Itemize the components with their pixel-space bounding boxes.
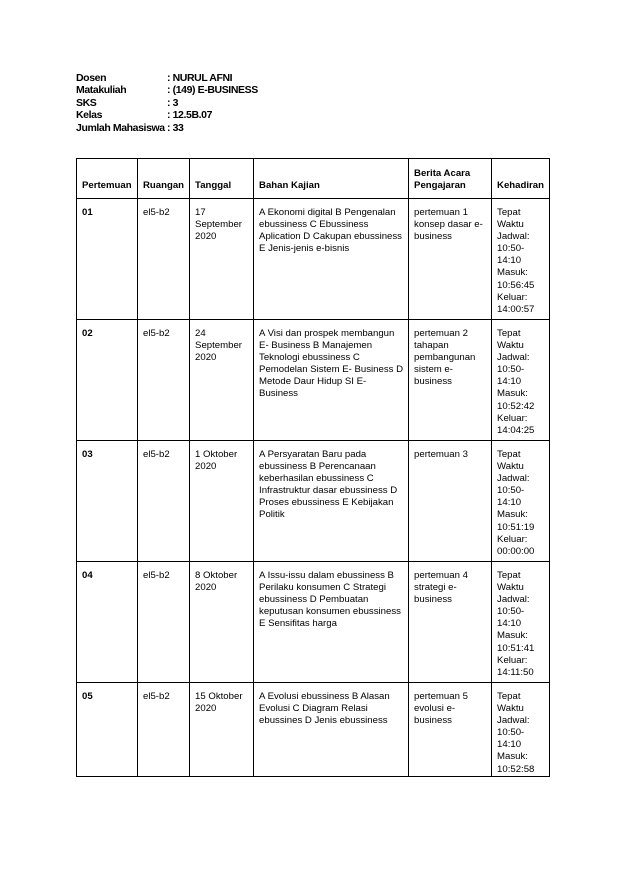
cell-ruangan: el5-b2 [138, 199, 190, 320]
table-row [77, 320, 550, 441]
cell-bahan-kajian: A Issu-issu dalam ebussiness B Perilaku konsumen C Strategi ebussiness D Pembuatan keputusan konsumen ebussiness E Sensifitas harga [254, 562, 409, 683]
table-row [77, 199, 550, 320]
info-row-sks [76, 97, 258, 109]
cell-kehadiran: Tepat Waktu Jadwal: 10:50-14:10 Masuk: 10:56:45 Keluar: 14:00:57 [492, 199, 550, 320]
cell-ruangan: el5-b2 [138, 441, 190, 562]
column-header-berita-acara: Berita Acara Pengajaran [409, 159, 492, 199]
dosen-label: Dosen [76, 72, 107, 84]
cell-berita-acara: pertemuan 1 konsep dasar e-business [409, 199, 492, 320]
matakuliah-value: : (149) E-BUSINESS [167, 84, 258, 97]
cell-bahan-kajian: A Visi dan prospek membangun E- Business B Manajemen Teknologi ebussiness C Pemodelan Sistem E- Business D Metode Daur Hidup SI E- Business [254, 320, 409, 441]
dosen-value: : NURUL AFNI [167, 72, 233, 84]
cell-pertemuan: 01 [77, 199, 138, 320]
table-row [77, 562, 550, 683]
cell-tanggal: 24 September 2020 [190, 320, 254, 441]
attendance-table [76, 158, 550, 777]
cell-berita-acara: pertemuan 4 strategi e-business [409, 562, 492, 683]
info-row-kelas [76, 109, 258, 121]
cell-tanggal: 15 Oktober 2020 [190, 683, 254, 777]
course-info [76, 72, 258, 134]
cell-kehadiran: Tepat Waktu Jadwal: 10:50-14:10 Masuk: 10:51:19 Keluar: 00:00:00 [492, 441, 550, 562]
cell-tanggal: 1 Oktober 2020 [190, 441, 254, 562]
column-header-ruangan: Ruangan [138, 159, 190, 199]
matakuliah-label: Matakuliah [76, 84, 127, 97]
cell-tanggal: 8 Oktober 2020 [190, 562, 254, 683]
kelas-value: : 12.5B.07 [167, 109, 213, 122]
table-header-row [77, 159, 550, 199]
column-header-pertemuan: Pertemuan [77, 159, 138, 199]
cell-tanggal: 17 September 2020 [190, 199, 254, 320]
cell-kehadiran: Tepat Waktu Jadwal: 10:50-14:10 Masuk: 10:52:58 [492, 683, 550, 777]
cell-kehadiran: Tepat Waktu Jadwal: 10:50-14:10 Masuk: 10:52:42 Keluar: 14:04:25 [492, 320, 550, 441]
cell-bahan-kajian: A Ekonomi digital B Pengenalan ebussiness C Ebussiness Aplication D Cakupan ebussiness E Jenis-jenis e-bisnis [254, 199, 409, 320]
cell-ruangan: el5-b2 [138, 320, 190, 441]
column-header-tanggal: Tanggal [190, 159, 254, 199]
cell-ruangan: el5-b2 [138, 562, 190, 683]
info-row-jumlah [76, 122, 258, 134]
sks-label: SKS [76, 96, 97, 109]
cell-bahan-kajian: A Evolusi ebussiness B Alasan Evolusi C Diagram Relasi ebussines D Jenis ebussiness [254, 683, 409, 777]
info-row-dosen [76, 72, 258, 84]
cell-pertemuan: 05 [77, 683, 138, 777]
cell-pertemuan: 03 [77, 441, 138, 562]
cell-pertemuan: 04 [77, 562, 138, 683]
cell-kehadiran: Tepat Waktu Jadwal: 10:50-14:10 Masuk: 10:51:41 Keluar: 14:11:50 [492, 562, 550, 683]
cell-bahan-kajian: A Persyaratan Baru pada ebussiness B Perencanaan keberhasilan ebussiness C Infrastruktur dasar ebussiness D Proses ebussiness E Kebijakan Politik [254, 441, 409, 562]
column-header-kehadiran: Kehadiran [492, 159, 550, 199]
cell-berita-acara: pertemuan 2 tahapan pembangunan sistem e-business [409, 320, 492, 441]
table-row [77, 683, 550, 777]
table-row [77, 441, 550, 562]
jumlah-label: Jumlah Mahasiswa [76, 121, 165, 134]
column-header-bahan-kajian: Bahan Kajian [254, 159, 409, 199]
cell-ruangan: el5-b2 [138, 683, 190, 777]
cell-pertemuan: 02 [77, 320, 138, 441]
info-row-matakuliah [76, 84, 258, 96]
jumlah-value: : 33 [167, 121, 184, 134]
cell-berita-acara: pertemuan 5 evolusi e-business [409, 683, 492, 777]
sks-value: : 3 [167, 96, 179, 109]
cell-berita-acara: pertemuan 3 [409, 441, 492, 562]
kelas-label: Kelas [76, 109, 103, 122]
